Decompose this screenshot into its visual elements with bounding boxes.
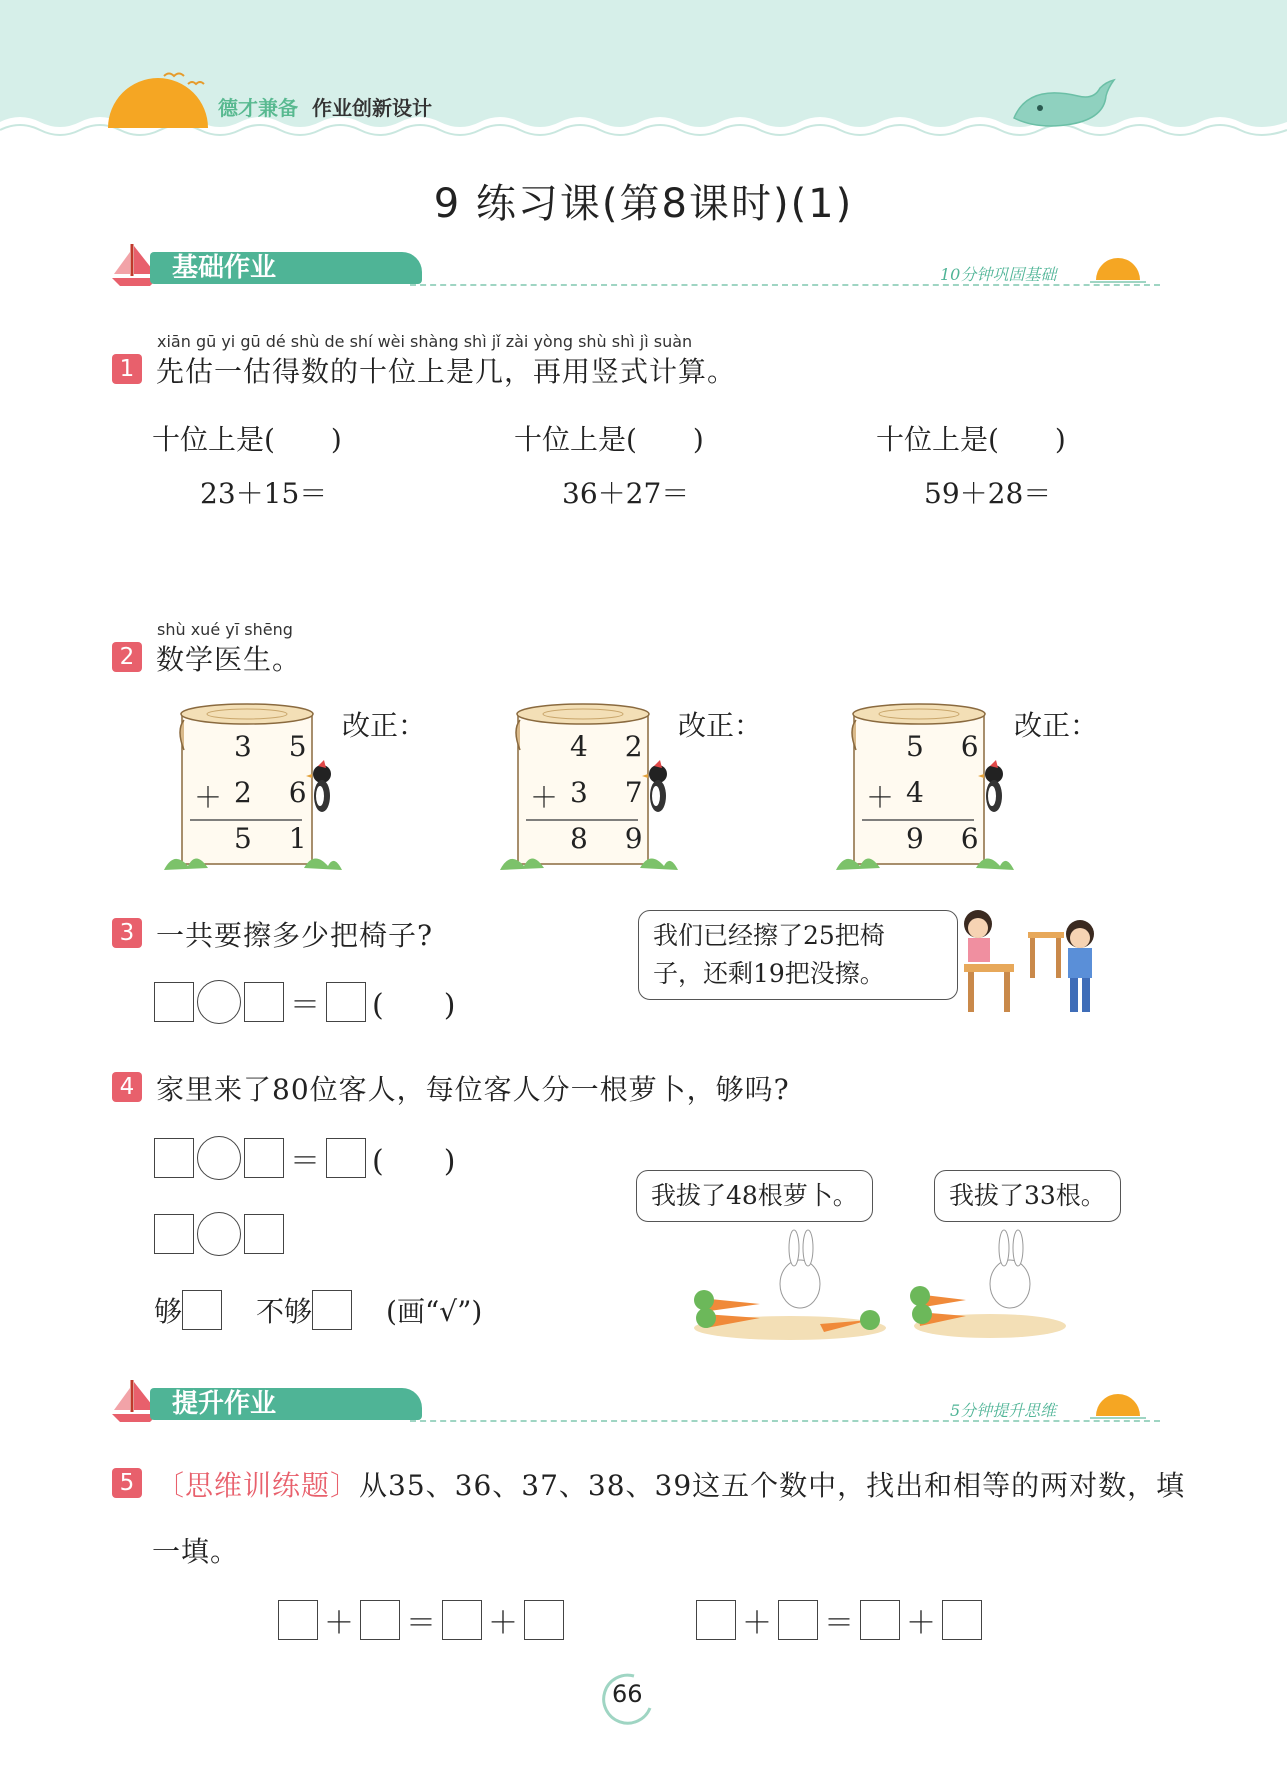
answer-box[interactable] (696, 1600, 736, 1640)
problem-3-top: 5 6 (906, 730, 993, 763)
plus-sign: ＋ (866, 781, 909, 814)
q2-pinyin: shù xué yī shēng (157, 620, 293, 639)
answer-box[interactable] (326, 982, 366, 1022)
equals-sign: ＝ (290, 988, 320, 1023)
not-enough-check-box[interactable] (312, 1290, 352, 1330)
q1-tens-blank-3[interactable]: 十位上是( ) (876, 423, 1066, 456)
section-banner-basic (110, 248, 1160, 288)
answer-box[interactable] (278, 1600, 318, 1640)
plus-sign: ＋ (530, 781, 573, 814)
operator-circle[interactable] (197, 1136, 241, 1180)
section-note: 10分钟巩固基础 (940, 265, 1057, 284)
brand-name-green: 德才兼备 (218, 96, 298, 120)
problem-3-bottom: 9 6 (906, 822, 993, 855)
q2-number: 2 (112, 642, 142, 672)
fix-label-3: 改正： (1014, 709, 1099, 742)
q1-pinyin: xiān gū yi gū dé shù de shí wèi shàng shì jǐ zài yòng shù shì jì suàn (157, 332, 693, 351)
q5-equation-2 (696, 1598, 982, 1642)
q1-tens-blank-1[interactable]: 十位上是( ) (152, 423, 342, 456)
q3-speech-line-1: 我们已经擦了25把椅 (653, 921, 885, 950)
enough-label: 够 (154, 1295, 183, 1328)
problem-1-bottom: 5 1 (234, 822, 321, 855)
woodpecker-icon (978, 760, 1008, 820)
answer-box[interactable] (778, 1600, 818, 1640)
q5-tag: 〔思维训练题〕 (156, 1469, 360, 1502)
brand-name-dark: 作业创新设计 (312, 96, 432, 120)
answer-box[interactable] (442, 1600, 482, 1640)
compare-circle[interactable] (197, 1212, 241, 1256)
q1-expression-3: 59＋28＝ (924, 477, 1052, 510)
sun-icon (1090, 254, 1146, 286)
answer-box[interactable] (154, 1214, 194, 1254)
q1-expression-1: 23＋15＝ (200, 477, 328, 510)
q5-equation-1 (278, 1598, 564, 1642)
q5-text: 从35、36、37、38、39这五个数中，找出和相等的两对数，填 (359, 1469, 1186, 1502)
enough-check-box[interactable] (182, 1290, 222, 1330)
section-note: 5分钟提升思维 (950, 1401, 1057, 1420)
plus-sign: ＋ (906, 1606, 936, 1641)
q5-prompt (156, 1464, 1185, 1504)
operator-circle[interactable] (197, 980, 241, 1024)
q1-number: 1 (112, 354, 142, 384)
q1-expression-2: 36＋27＝ (562, 477, 690, 510)
answer-box[interactable] (244, 1138, 284, 1178)
sun-icon (1090, 1390, 1146, 1422)
q4-text: 家里来了80位客人，每位客人分一根萝卜，够吗? (156, 1073, 790, 1106)
q4-number: 4 (112, 1072, 142, 1102)
section-label: 提升作业 (150, 1388, 422, 1420)
section-label: 基础作业 (150, 252, 422, 284)
problem-2-mid: 3 7 (570, 776, 657, 809)
equals-sign: ＝ (824, 1606, 854, 1641)
q5-text-continued: 一填。 (152, 1535, 240, 1568)
not-enough-label: 不够 (256, 1295, 313, 1328)
lesson-title: 9 练习课(第8课时)(1) (433, 181, 854, 227)
doctor-problem-3 (826, 700, 1026, 880)
problem-3-mid: 4 (906, 776, 938, 809)
plus-sign: ＋ (324, 1606, 354, 1641)
q3-text: 一共要擦多少把椅子? (156, 919, 434, 952)
answer-box[interactable] (860, 1600, 900, 1640)
answer-box[interactable] (524, 1600, 564, 1640)
children-chairs-illustration (944, 904, 1114, 1020)
problem-2-top: 4 2 (570, 730, 657, 763)
problem-2-bottom: 8 9 (570, 822, 657, 855)
answer-box[interactable] (244, 1214, 284, 1254)
plus-sign: ＋ (488, 1606, 518, 1641)
whale-icon (1008, 74, 1118, 134)
doctor-problem-1 (154, 700, 354, 880)
answer-box[interactable] (360, 1600, 400, 1640)
q1-tens-blank-2[interactable]: 十位上是( ) (514, 423, 704, 456)
unit-paren[interactable]: ( ) (372, 1144, 456, 1179)
sun-icon (104, 68, 214, 130)
rabbit-carrots-illustration (690, 1228, 890, 1344)
page-number: 66 (612, 1680, 643, 1708)
q5-number: 5 (112, 1468, 142, 1498)
q2-text: 数学医生。 (156, 643, 302, 676)
problem-1-mid: 2 6 (234, 776, 321, 809)
q4-check-row (154, 1290, 482, 1330)
q4-speech-bubble-2: 我拔了33根。 (934, 1170, 1121, 1222)
unit-paren[interactable]: ( ) (372, 988, 456, 1023)
plus-sign: ＋ (194, 781, 237, 814)
answer-box[interactable] (154, 1138, 194, 1178)
answer-box[interactable] (326, 1138, 366, 1178)
doctor-problem-2 (490, 700, 690, 880)
answer-box[interactable] (942, 1600, 982, 1640)
equals-sign: ＝ (406, 1606, 436, 1641)
q3-number: 3 (112, 918, 142, 948)
fix-label-1: 改正： (342, 709, 427, 742)
rabbit-carrots-illustration (910, 1228, 1070, 1344)
q3-speech-line-2: 子，还剩19把没擦。 (653, 959, 885, 988)
q3-equation-row (154, 980, 461, 1024)
answer-box[interactable] (244, 982, 284, 1022)
plus-sign: ＋ (742, 1606, 772, 1641)
q4-speech-bubble-1: 我拔了48根萝卜。 (636, 1170, 873, 1222)
fix-label-2: 改正： (678, 709, 763, 742)
problem-1-top: 3 5 (234, 730, 321, 763)
answer-box[interactable] (154, 982, 194, 1022)
q3-speech-bubble (638, 910, 958, 1000)
check-hint: (画“√”) (386, 1295, 483, 1328)
section-banner-advanced (110, 1384, 1160, 1424)
q1-text: 先估一估得数的十位上是几，再用竖式计算。 (156, 355, 737, 388)
q4-compare-row (154, 1212, 284, 1256)
q4-equation-row (154, 1136, 461, 1180)
equals-sign: ＝ (290, 1144, 320, 1179)
